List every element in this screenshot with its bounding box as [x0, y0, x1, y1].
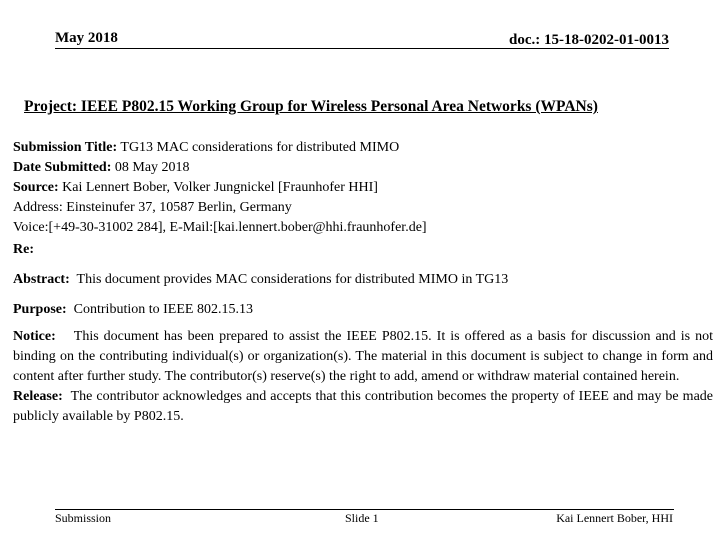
- footer-rule: [55, 509, 674, 510]
- submission-title-label: Submission Title:: [13, 140, 118, 155]
- release-value: The contributor acknowledges and accepts that this contribution becomes the property of IEEE and may be made publicly available by P802.15.: [13, 389, 713, 424]
- header-doc-number: doc.: 15-18-0202-01-0013: [509, 32, 669, 48]
- release-paragraph: [13, 387, 713, 427]
- project-title: Project: IEEE P802.15 Working Group for Wireless Personal Area Networks (WPANs): [24, 98, 598, 115]
- date-submitted-value: 08 May 2018: [114, 160, 190, 175]
- source-row: [13, 178, 713, 198]
- submission-body: [13, 138, 713, 427]
- abstract-value: This document provides MAC considerations for distributed MIMO in TG13: [76, 272, 509, 287]
- address-row: Address: Einsteinufer 37, 10587 Berlin, Germany: [13, 200, 292, 215]
- notice-value: This document has been prepared to assist the IEEE P802.15. It is offered as a basis for discussion and is not binding on the contributing individual(s) or organization(s). The material in this document is subject to change in form and content after further study. The contributor(s) reserve(s) the right to add, amend or withdraw material contained herein.: [13, 329, 713, 384]
- footer-author: Kai Lennert Bober, HHI: [556, 511, 673, 525]
- header-date: May 2018: [55, 30, 118, 46]
- source-value: Kai Lennert Bober, Volker Jungnickel [Fraunhofer HHI]: [62, 180, 378, 195]
- purpose-value: Contribution to IEEE 802.15.13: [73, 302, 253, 317]
- voice-row: Voice:[+49-30-31002 284], E-Mail:[kai.lennert.bober@hhi.fraunhofer.de]: [13, 220, 427, 235]
- header-rule: [55, 48, 669, 49]
- footer-submission: Submission: [55, 511, 112, 525]
- purpose-label: Purpose:: [13, 302, 67, 317]
- submission-title-row: [13, 138, 713, 158]
- abstract-row: [13, 270, 713, 290]
- release-label: Release:: [13, 389, 63, 404]
- purpose-row: [13, 300, 713, 320]
- notice-label: Notice:: [13, 329, 56, 344]
- re-row: [13, 240, 713, 260]
- notice-paragraph: [13, 327, 713, 387]
- source-label: Source:: [13, 180, 59, 195]
- re-label: Re:: [13, 242, 34, 257]
- date-submitted-label: Date Submitted:: [13, 160, 112, 175]
- date-submitted-row: [13, 158, 713, 178]
- submission-title-value: TG13 MAC considerations for distributed MIMO: [120, 140, 400, 155]
- abstract-label: Abstract:: [13, 272, 70, 287]
- footer-slide-number: Slide 1: [345, 511, 379, 525]
